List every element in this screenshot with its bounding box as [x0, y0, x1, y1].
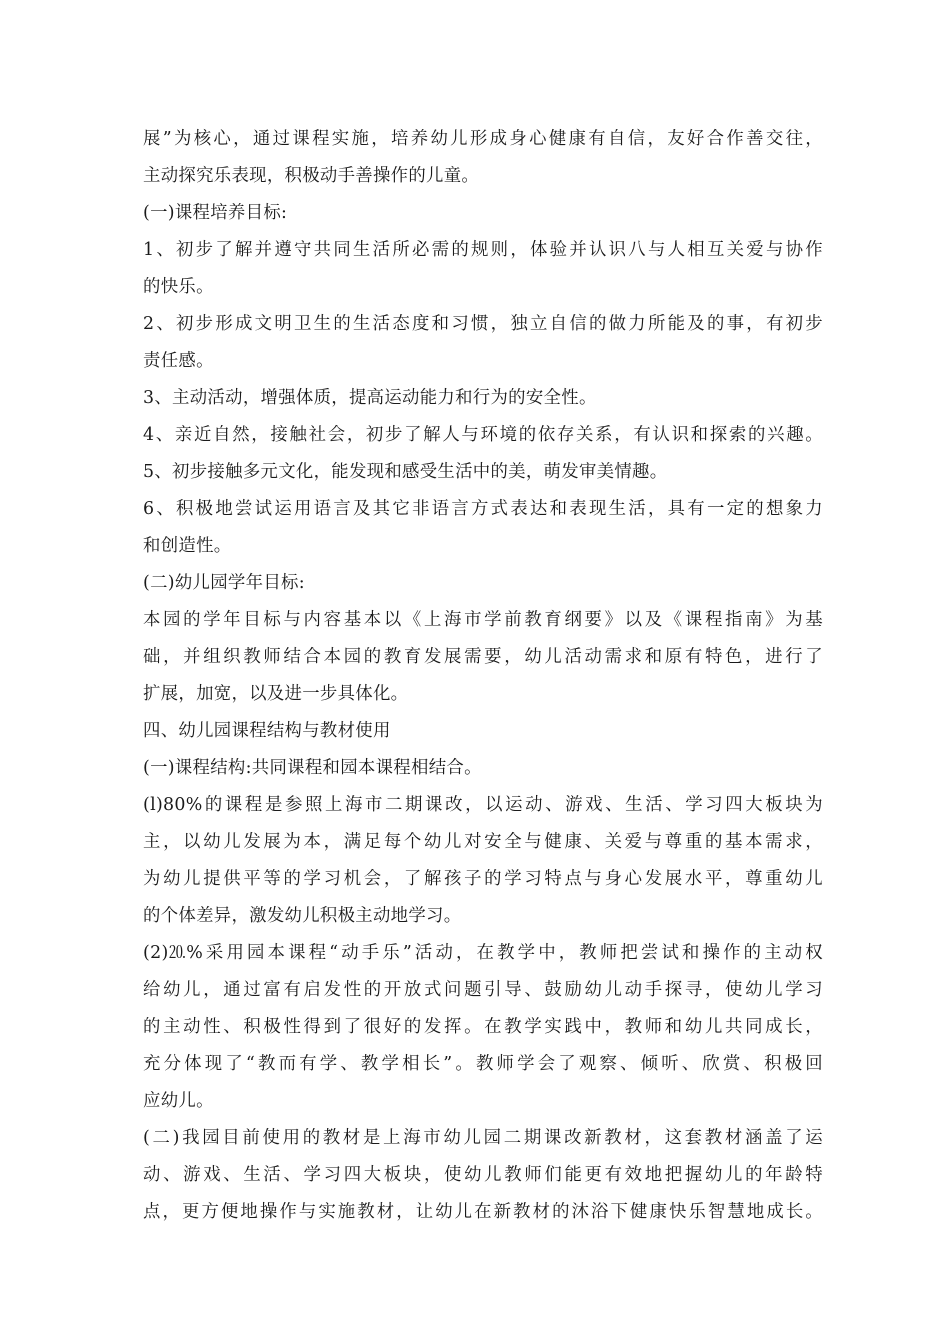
text-line: (一)课程结构:共同课程和园本课程相结合。 [143, 758, 482, 778]
text-line: 本园的学年目标与内容基本以《上海市学前教育纲要》以及《课程指南》为基 [143, 610, 823, 630]
text-line: 给幼儿，通过富有启发性的开放式问题引导、鼓励幼儿动手探寻，使幼儿学习 [143, 980, 823, 1000]
text-line: 点，更方便地操作与实施教材，让幼儿在新教材的沐浴下健康快乐智慧地成长。 [143, 1202, 823, 1222]
text-line: 主，以幼儿发展为本，满足每个幼儿对安全与健康、关爱与尊重的基本需求， [143, 832, 823, 852]
text-line: 2、初步形成文明卫生的生活态度和习惯，独立自信的做力所能及的事，有初步 [143, 314, 823, 334]
text-line: 展”为核心，通过课程实施，培养幼儿形成身心健康有自信，友好合作善交往， [143, 129, 823, 149]
text-line: (2)⒛%采用园本课程“动手乐”活动，在教学中，教师把尝试和操作的主动权 [143, 943, 823, 963]
document-body [143, 121, 823, 1231]
text-line: 3、主动活动，增强体质，提高运动能力和行为的安全性。 [143, 388, 597, 408]
text-line: 5、初步接触多元文化，能发现和感受生活中的美，萌发审美情趣。 [143, 462, 668, 482]
text-line: 应幼儿。 [143, 1091, 214, 1111]
text-line: 和创造性。 [143, 536, 232, 556]
text-line: 的主动性、积极性得到了很好的发挥。在教学实践中，教师和幼儿共同成长， [143, 1017, 823, 1037]
text-line: 4、亲近自然，接触社会，初步了解人与环境的依存关系，有认识和探索的兴趣。 [143, 425, 823, 445]
text-line: 为幼儿提供平等的学习机会，了解孩子的学习特点与身心发展水平，尊重幼儿 [143, 869, 823, 889]
text-line: 动、游戏、生活、学习四大板块，使幼儿教师们能更有效地把握幼儿的年龄特 [143, 1165, 823, 1185]
text-line: 扩展，加宽，以及进一步具体化。 [143, 684, 409, 704]
text-line: 1、初步了解并遵守共同生活所必需的规则，体验并认识八与人相互关爱与协作 [143, 240, 823, 260]
text-line: (一)课程培养目标: [143, 203, 288, 223]
text-line: (二)幼儿园学年目标: [143, 573, 305, 593]
text-line: 责任感。 [143, 351, 214, 371]
text-line: 的个体差异，激发幼儿积极主动地学习。 [143, 906, 462, 926]
text-line: 四、幼儿园课程结构与教材使用 [143, 721, 391, 741]
text-line: 主动探究乐表现，积极动手善操作的儿童。 [143, 166, 480, 186]
text-line: 的快乐。 [143, 277, 214, 297]
text-line: 充分体现了“教而有学、教学相长”。教师学会了观察、倾听、欣赏、积极回 [143, 1054, 823, 1074]
text-line: (二)我园目前使用的教材是上海市幼儿园二期课改新教材，这套教材涵盖了运 [143, 1128, 823, 1148]
text-line: 6、积极地尝试运用语言及其它非语言方式表达和表现生活，具有一定的想象力 [143, 499, 823, 519]
text-line: (l)80%的课程是参照上海市二期课改，以运动、游戏、生活、学习四大板块为 [143, 795, 823, 815]
text-line: 础，并组织教师结合本园的教育发展需要，幼儿活动需求和原有特色，进行了 [143, 647, 823, 667]
